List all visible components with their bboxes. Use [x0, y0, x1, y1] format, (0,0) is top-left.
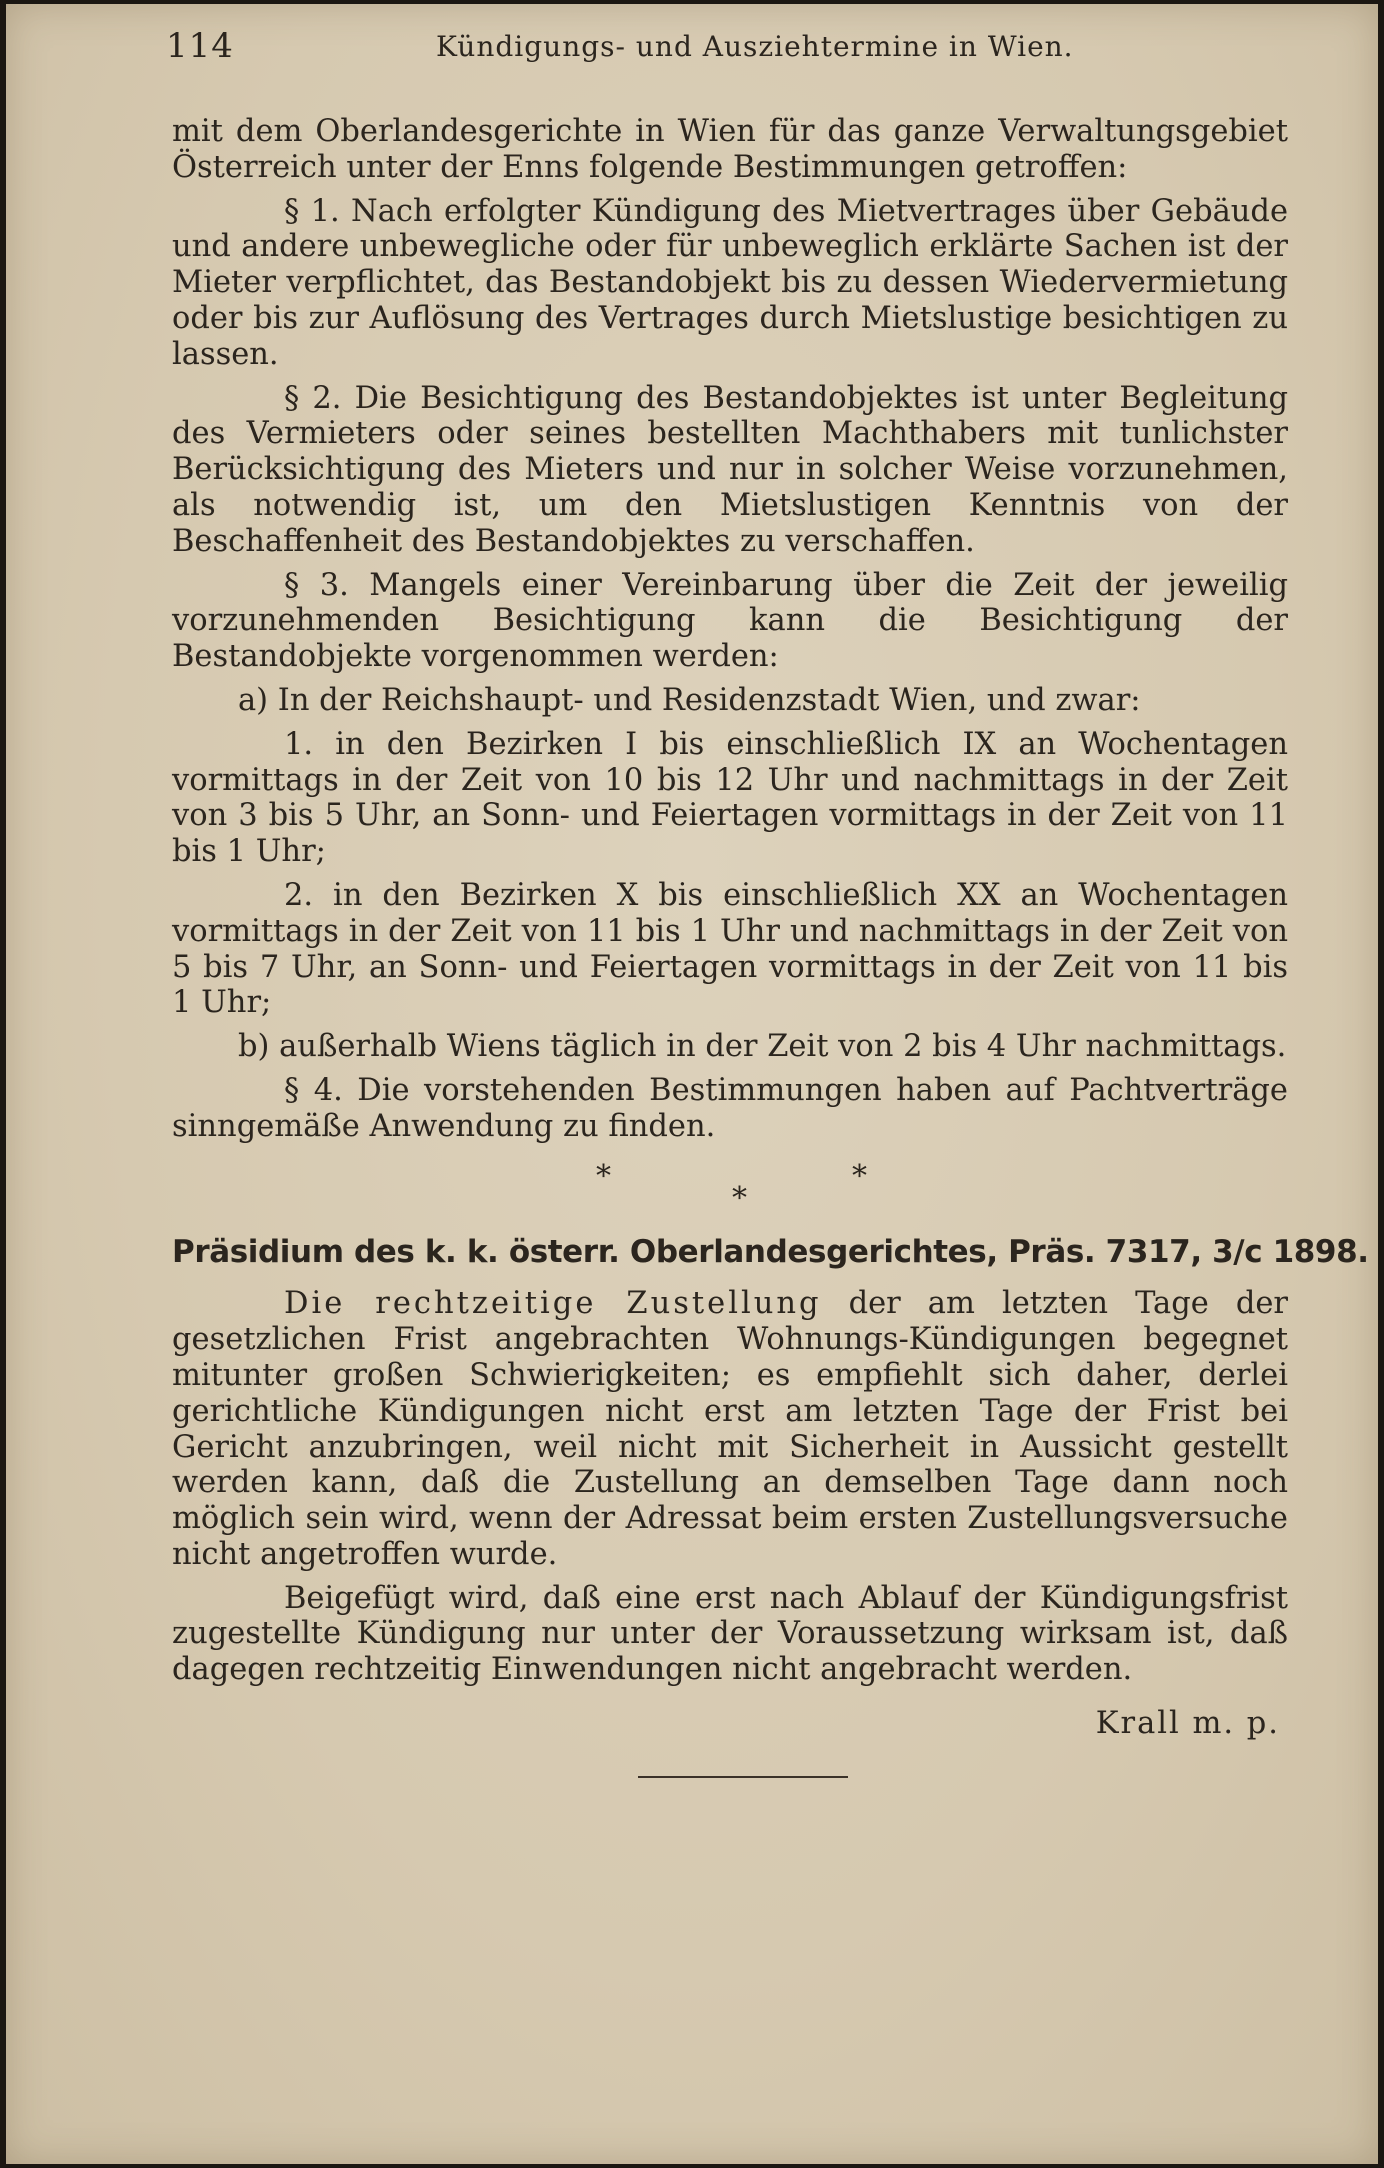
section-2-paragraph: § 2. Die Besichtigung des Bestandobjektes ist unter Begleitung des Vermieters oder seines bestellten Machthabers mit tunlichster Berücksichtigung des Mieters und nur in solcher Weise vorzunehmen, als notwendig ist, um den Mietslustigen Kenntnis von der Beschaffenheit des Bestandobjektes zu verschaffen.	[172, 380, 1288, 559]
list-item-a: a) In der Reichshaupt- und Residenzstadt Wien, und zwar:	[238, 682, 1141, 718]
section-1-paragraph: § 1. Nach erfolgter Kündigung des Mietvertrages über Gebäude und andere unbewegliche oder für unbeweglich erklärte Sachen ist der Mieter verpflichtet, das Bestandobjekt bis zu dessen Wiedervermietung oder bis zur Auflösung des Vertrages durch Mietslustige besichtigen zu lassen.	[172, 193, 1288, 372]
intro-paragraph: mit dem Oberlandesgerichte in Wien für das ganze Verwaltungsgebiet Österreich unter der Enns folgende Bestimmungen getroffen:	[172, 114, 1288, 185]
section2-paragraph-2: Beigefügt wird, daß eine erst nach Ablauf der Kündigungsfrist zugestellte Kündigung nur unter der Voraussetzung wirksam ist, daß dagegen rechtzeitig Einwendungen nicht angebracht werden.	[172, 1580, 1288, 1688]
list-item-a2: 2. in den Bezirken X bis einschließlich XX an Wochentagen vormittags in der Zeit von 11 bis 1 Uhr und nachmittags in der Zeit von 5 bis 7 Uhr, an Sonn- und Feiertagen vormittags in der Zeit von 11 bis 1 Uhr;	[172, 877, 1288, 1021]
section-4-paragraph: § 4. Die vorstehenden Bestimmungen haben auf Pachtverträge sinngemäße Anwendung zu finden.	[172, 1072, 1288, 1144]
list-item-a1: 1. in den Bezirken I bis einschließlich IX an Wochentagen vormittags in der Zeit von 10 bis 12 Uhr und nachmittags in der Zeit von 3 bis 5 Uhr, an Sonn- und Feiertagen vormittags in der Zeit von 11 bis 1 Uhr;	[172, 726, 1288, 870]
section-heading: Präsidium des k. k. österr. Oberlandesgerichtes, Präs. 7317, 3/c 1898.	[172, 1233, 1369, 1270]
section2-paragraph-1	[172, 1286, 1288, 1572]
closing-rule	[638, 1776, 848, 1778]
emphasized-phrase: Die rechtzeitige Zustellung	[284, 1286, 822, 1322]
running-title: Kündigungs- und Ausziehtermine in Wien.	[436, 30, 1074, 63]
page-header	[166, 26, 1288, 66]
document-page	[6, 4, 1378, 2164]
star-center: *	[732, 1180, 747, 1216]
list-item-b: b) außerhalb Wiens täglich in der Zeit von 2 bis 4 Uhr nachmittags.	[238, 1029, 1287, 1065]
star-right: *	[852, 1158, 867, 1194]
star-left: *	[596, 1158, 611, 1194]
section-separator-stars	[172, 1153, 1288, 1216]
section-3-paragraph: § 3. Mangels einer Vereinbarung über die Zeit der jeweilig vorzunehmenden Besichtigung kann die Besichtigung der Bestandobjekte vorgenommen werden:	[172, 567, 1288, 675]
signature: Krall m. p.	[1095, 1706, 1280, 1742]
page-body	[172, 114, 1369, 1742]
section2-paragraph-1-text: der am letzten Tage der gesetzlichen Frist angebrachten Wohnungs-Kündigungen begegnet mitunter großen Schwierigkeiten; es empfiehlt sich daher, derlei gerichtliche Kündigungen nicht erst am letzten Tage der Frist bei Gericht anzubringen, weil nicht mit Sicherheit in Aussicht gestellt werden kann, daß die Zustellung an demselben Tage dann noch möglich sein wird, wenn der Adressat beim ersten Zustellungsversuche nicht angetroffen wurde.	[172, 1286, 1289, 1572]
page-number: 114	[166, 26, 234, 66]
